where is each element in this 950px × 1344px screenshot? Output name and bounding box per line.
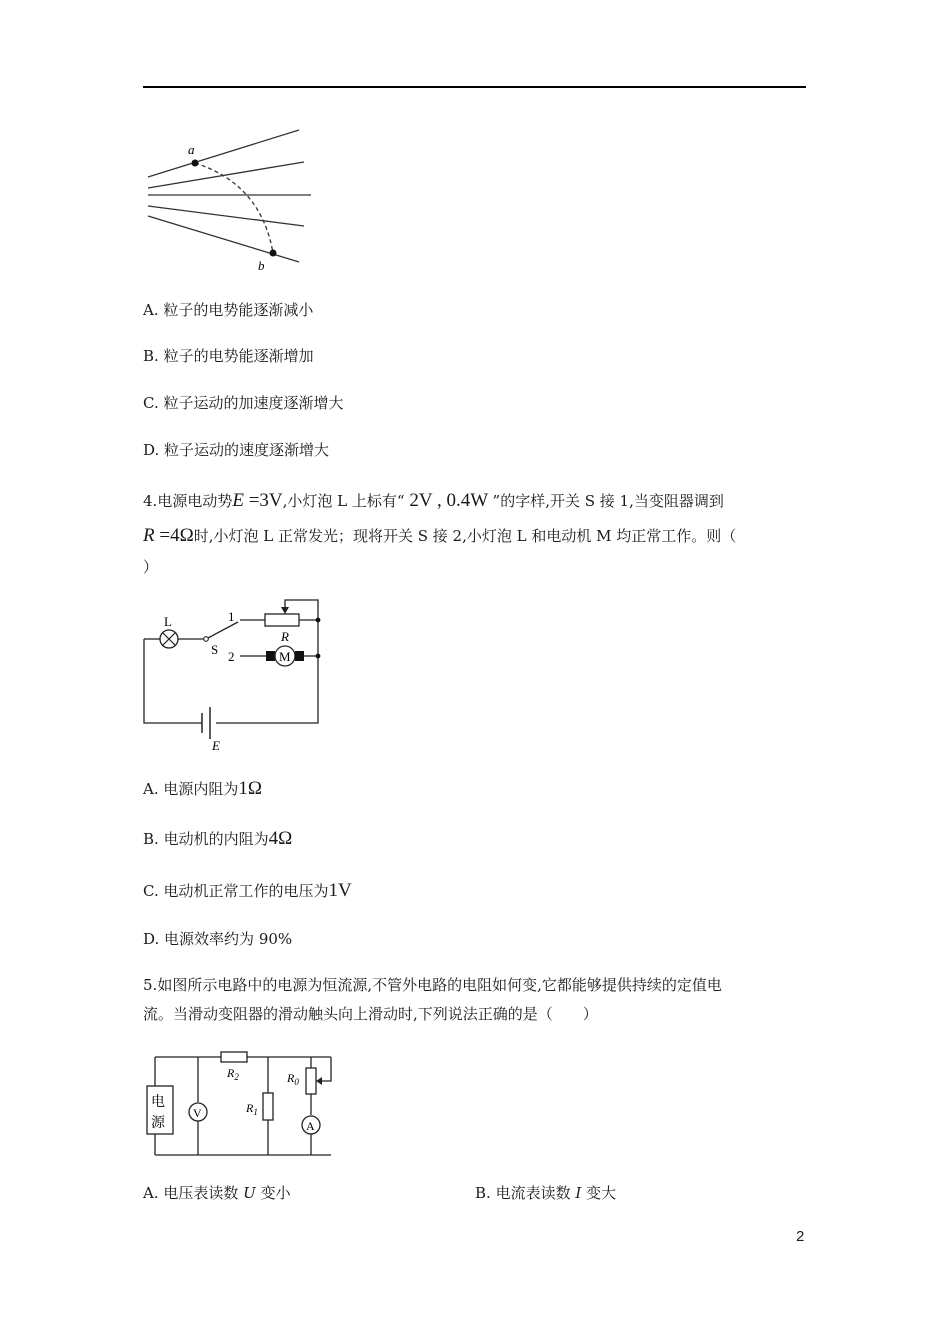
- q4-option-d: D. 电源效率约为 90%: [143, 930, 293, 948]
- q4-stem-line-1: 4.电源电动势E =3V,小灯泡 L 上标有“ 2V , 0.4W ”的字样,开关 S 接 1,当变阻器调到: [143, 490, 724, 511]
- source-label-1: 电: [151, 1095, 165, 1110]
- source-label-2: 源: [151, 1116, 165, 1131]
- q3-option-a: A. 粒子的电势能逐渐减小: [143, 301, 314, 319]
- switch-pos-2-label: 2: [228, 649, 235, 664]
- q4-stem-line-2: R =4Ω时,小灯泡 L 正常发光；现将开关 S 接 2,小灯泡 L 和电动机 M 均正常工作。则（: [143, 525, 737, 546]
- header-rule: [143, 86, 806, 88]
- q4-stem-line-3: ）: [143, 558, 159, 576]
- rheostat-r-label: R: [281, 629, 289, 644]
- switch-pos-1-label: 1: [228, 609, 235, 624]
- point-b-label: b: [258, 258, 265, 273]
- q5-stem-line-2: 流。当滑动变阻器的滑动触头向上滑动时,下列说法正确的是（ ）: [143, 1005, 598, 1023]
- switch-s-label: S: [211, 642, 219, 657]
- q5-option-a: A. 电压表读数 U 变小: [143, 1184, 291, 1202]
- r2-label: $R_2$: [227, 1066, 239, 1082]
- page-number: 2: [796, 1228, 805, 1245]
- q3-option-b: B. 粒子的电势能逐渐增加: [143, 347, 314, 365]
- q4-option-c: C. 电动机正常工作的电压为1V: [143, 880, 352, 901]
- q4-circuit-figure: [140, 597, 330, 757]
- point-a-label: a: [188, 142, 195, 157]
- field-lines-figure: [143, 122, 318, 277]
- voltmeter-v-label: V: [193, 1106, 202, 1120]
- q4-option-b: B. 电动机的内阻为4Ω: [143, 828, 293, 849]
- r0-label: $R_0$: [287, 1071, 299, 1087]
- lamp-l-label: L: [164, 614, 172, 629]
- q3-option-d: D. 粒子运动的速度逐渐增大: [143, 441, 330, 459]
- q5-option-b: B. 电流表读数 I 变大: [475, 1184, 617, 1202]
- q5-stem-line-1: 5.如图所示电路中的电源为恒流源,不管外电路的电阻如何变,它都能够提供持续的定值电: [143, 976, 722, 994]
- motor-m-label: M: [279, 649, 291, 664]
- q5-circuit-figure: [143, 1050, 338, 1162]
- source-e-label: E: [212, 738, 220, 753]
- r1-label: $R_1$: [246, 1101, 258, 1117]
- q4-option-a: A. 电源内阻为1Ω: [143, 778, 263, 799]
- ammeter-a-label: A: [306, 1119, 315, 1133]
- q3-option-c: C. 粒子运动的加速度逐渐增大: [143, 394, 344, 412]
